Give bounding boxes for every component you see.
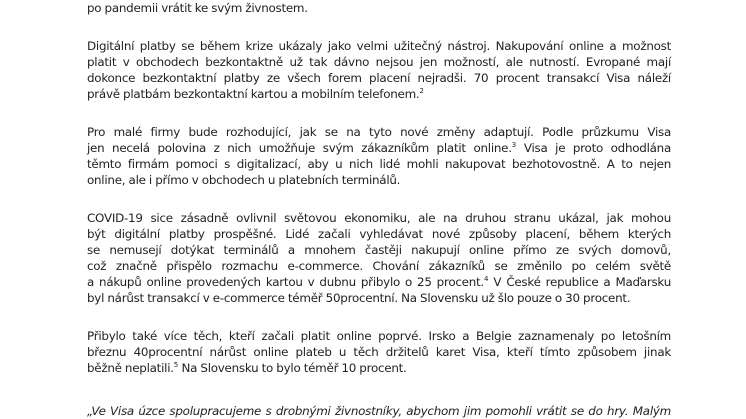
text-line: dokonce bezkontaktní platby ze všech forem placení nejradši. 70 procent transakcí Visa náleží bbox=[87, 71, 671, 85]
quote-line: „Ve Visa úzce spolupracujeme s drobnými živnostníky, abychom jim pomohli vrátit se do hry. Malým bbox=[87, 404, 671, 418]
text-line: těmto firmám pomoci s digitalizací, aby u nich lidé mohli nakupovat bezhotovostně. A to nejen bbox=[87, 157, 671, 171]
text-line: byl nárůst transakcí v e-commerce téměř 50procentní. Na Slovensku už šlo pouze o 30 procent. bbox=[87, 291, 631, 305]
footnote-marker: 2 bbox=[419, 87, 424, 95]
text-line: což značně přispělo rozmachu e-commerce. Chování zákazníků se změnilo po celém světě bbox=[87, 259, 671, 273]
text-line: a nákupů online provedených kartou v dubnu přibylo o 25 procent.$^4$ V České republice a Maďarsku bbox=[87, 275, 671, 289]
text-line: právě platbám bezkontaktní kartou a mobilním telefonem.$^2$ bbox=[87, 87, 424, 101]
text-line: březnu 40procentní nárůst online plateb u těch držitelů karet Visa, kteří tímto způsobem jinak bbox=[87, 345, 671, 359]
text-line: se nemusejí dotýkat terminálů a mnohem častěji nakupují online přímo ze svých domovů, bbox=[87, 243, 671, 257]
footnote-marker: 4 bbox=[483, 275, 489, 283]
text-line: být digitální platby prospěšné. Lidé začali vyhledávat nové způsoby placení, během kterých bbox=[87, 227, 671, 241]
text-line: jen necelá polovina z nich umožňuje svým zákazníkům platit online.$^3$ Visa je proto odhodlána bbox=[87, 141, 671, 155]
text-line: po pandemii vrátit ke svým živnostem. bbox=[87, 1, 308, 15]
text-line: platit v obchodech bezkontaktně už tak dávno nejsou jen možností, ale nutností. Evropané mají bbox=[87, 55, 671, 69]
text-line: Přibylo také více těch, kteří začali platit online poprvé. Irsko a Belgie zaznamenaly po letošním bbox=[87, 329, 671, 343]
text-line: běžně neplatili.$^5$ Na Slovensku to bylo téměř 10 procent. bbox=[87, 361, 407, 375]
footnote-marker: 3 bbox=[511, 141, 517, 149]
footnote-marker: 5 bbox=[173, 361, 179, 369]
text-line: online, ale i přímo v obchodech u platebních terminálů. bbox=[87, 173, 401, 187]
text-line: Digitální platby se během krize ukázaly jako velmi užitečný nástroj. Nakupování online a možnost bbox=[87, 39, 671, 53]
text-line: COVID-19 sice zásadně ovlivnil světovou ekonomiku, ale na druhou stranu ukázal, jak mohou bbox=[87, 211, 671, 225]
text-line: Pro malé firmy bude rozhodující, jak se na tyto nové změny adaptují. Podle průzkumu Visa bbox=[87, 125, 671, 139]
